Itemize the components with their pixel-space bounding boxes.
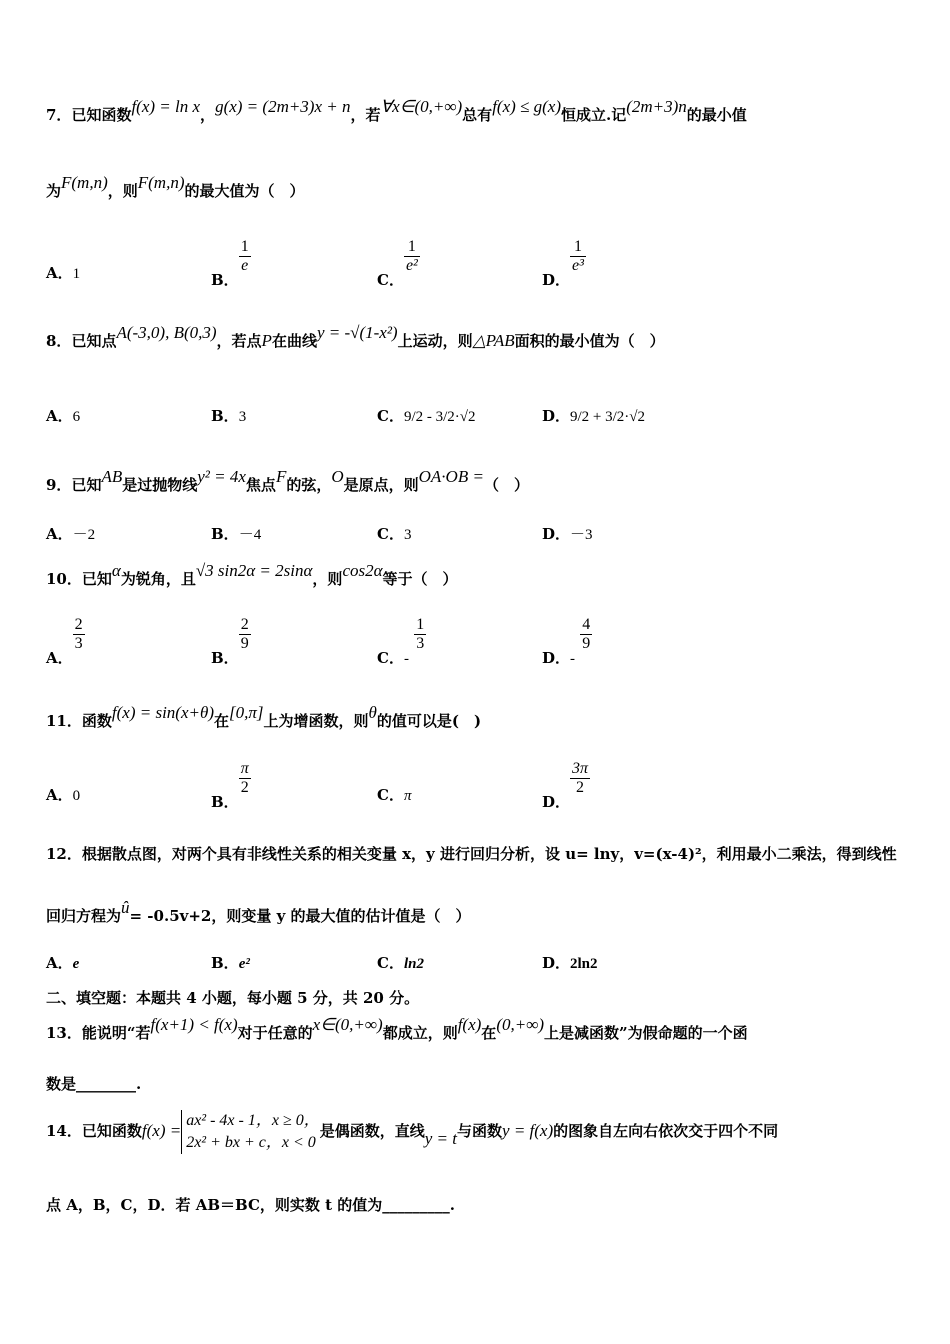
q7-option-b[interactable]: B． $\frac{1}{e}$	[211, 238, 249, 289]
q13-line1: 13．能说明“若f(x+1) < f(x)对于任意的x∈(0,+∞)都成立，则f(x)在(0,+∞)上是减函数”为假命题的一个函	[46, 1015, 748, 1042]
q13-number: 13．	[46, 1024, 82, 1042]
q9-option-a[interactable]: A．－2	[46, 525, 96, 543]
q8-number: 8．	[46, 332, 72, 350]
q7-line1: 7．已知函数f(x) = ln x，g(x) = (2m+3)x + n，若∀x∈(0,+∞)总有f(x) ≤ g(x)恒成立.记(2m+3)n的最小值	[46, 97, 747, 124]
q12-line1: 12．根据散点图，对两个具有非线性关系的相关变量 x，y 进行回归分析，设 u= lny，v=(x-4)²，利用最小二乘法，得到线性	[46, 845, 897, 863]
q12-option-a[interactable]: A．e	[46, 954, 80, 972]
q11-option-b[interactable]: B． $\frac{\pi}{2}$	[211, 760, 249, 811]
q8-option-a[interactable]: A．6	[46, 407, 81, 425]
q8-line1: 8．已知点A(-3,0), B(0,3)，若点P在曲线y = -√(1-x²)上运动，则△PAB面积的最小值为（ ）	[46, 323, 665, 350]
q12-option-b[interactable]: B．e²	[211, 954, 250, 972]
q13-line2: 数是________.	[46, 1075, 142, 1093]
q8-option-d[interactable]: D．9/2 + 3/2·√2	[542, 407, 646, 425]
q10-option-d[interactable]: D．- $\frac{4}{9}$	[542, 616, 591, 667]
q7-option-d[interactable]: D． $\frac{1}{\text{e³}}$	[542, 238, 584, 289]
q11-option-d[interactable]: D． $\frac{3\pi}{2}$	[542, 760, 589, 811]
q14-piecewise: ax² - 4x - 1，x ≥ 0， 2x² + bx + c，x < 0	[181, 1110, 320, 1154]
q14-number: 14．	[46, 1122, 82, 1140]
section-heading: 二、填空题：本题共 4 小题，每小题 5 分，共 20 分。	[46, 989, 420, 1007]
q8-option-b[interactable]: B．3	[211, 407, 247, 425]
q9-number: 9．	[46, 476, 72, 494]
q7-option-a[interactable]: A．1	[46, 264, 81, 282]
q9-line1: 9．已知AB是过抛物线y² = 4x焦点F的弦，O是原点，则OA·OB =（ ）	[46, 467, 529, 494]
q9-option-d[interactable]: D．－3	[542, 525, 593, 543]
q14-line1: 14．已知函数f(x) = ax² - 4x - 1，x ≥ 0， 2x² + bx + c，x < 0 是偶函数，直线y = t与函数y = f(x)的图象自左向右依次交于四个不同	[46, 1110, 778, 1154]
q10-option-b[interactable]: B． $\frac{2}{9}$	[211, 616, 249, 667]
q10-number: 10．	[46, 570, 82, 588]
q9-option-b[interactable]: B．－4	[211, 525, 262, 543]
q12-number: 12．	[46, 845, 82, 863]
q11-option-a[interactable]: A．0	[46, 786, 81, 804]
q9-option-c[interactable]: C．3	[377, 525, 412, 543]
q10-option-c[interactable]: C．- $\frac{1}{3}$	[377, 616, 425, 667]
q11-option-c[interactable]: C．π	[377, 786, 412, 804]
q11-number: 11．	[46, 712, 82, 730]
q8-option-c[interactable]: C．9/2 - 3/2·√2	[377, 407, 476, 425]
q10-line1: 10．已知α为锐角，且√3 sin2α = 2sinα，则cos2α等于（ ）	[46, 561, 458, 588]
q12-option-c[interactable]: C．ln2	[377, 954, 424, 972]
q7-number: 7．	[46, 106, 72, 124]
q11-line1: 11．函数f(x) = sin(x+θ)在[0,π]上为增函数，则θ的值可以是( )	[46, 703, 482, 730]
q7-option-c[interactable]: C． $\frac{1}{\text{e²}}$	[377, 238, 418, 289]
q7-line2: 为F(m,n)，则F(m,n)的最大值为（ ）	[46, 173, 305, 200]
q10-option-a[interactable]: A． $\frac{2}{3}$	[46, 616, 83, 667]
q14-line2: 点 A，B，C，D．若 AB＝BC，则实数 t 的值为_________.	[46, 1196, 456, 1214]
q12-line2: 回归方程为û= -0.5v+2，则变量 y 的最大值的估计值是（ ）	[46, 898, 471, 925]
q12-option-d[interactable]: D．2ln2	[542, 954, 598, 972]
